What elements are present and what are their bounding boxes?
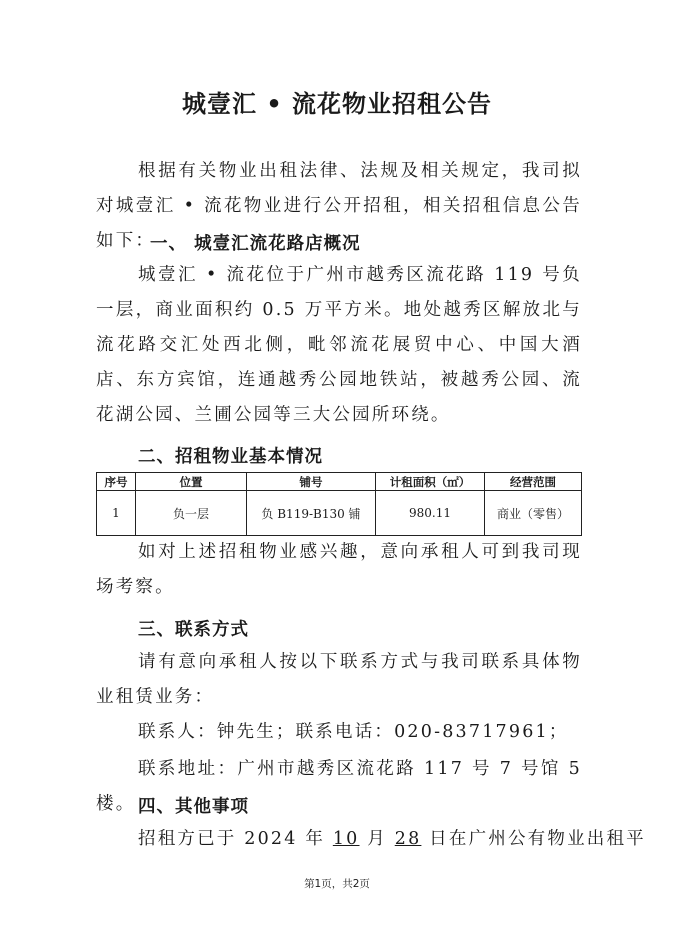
col-header-business-scope: 经营范围 [485,473,582,491]
section4-text-mid: 月 [359,829,395,849]
section4-body [96,822,646,857]
cell-business-scope: 商业（零售） [485,491,582,536]
section3-heading: 三、联系方式 [138,620,249,640]
contact-line: 联系人：钟先生；联系电话：020-83717961； [138,722,569,742]
cell-shop-number: 负 B119-B130 铺 [247,491,376,536]
address-line: 联系地址：广州市越秀区流花路 117 号 7 号馆 5 楼。 [96,759,582,814]
cell-area: 980.11 [376,491,485,536]
section3-body: 请有意向承租人按以下联系方式与我司联系具体物业租赁业务： [96,652,582,707]
page-title: 城壹汇 • 流花物业招租公告 [181,90,493,118]
section2-after-paragraph: 如对上述招租物业感兴趣，意向承租人可到我司现场考察。 [96,542,582,597]
section2-heading: 二、招租物业基本情况 [138,447,323,467]
page-footer: 第1页，共2页 [304,878,370,890]
property-table [96,472,582,536]
table-header-row [97,473,582,491]
cell-location: 负一层 [136,491,247,536]
col-header-shop-number: 铺号 [247,473,376,491]
intro-paragraph: 根据有关物业出租法律、法规及相关规定，我司拟对城壹汇 • 流花物业进行公开招租，相关招租信息公告如下： [96,161,582,251]
cell-index: 1 [97,491,136,536]
col-header-location: 位置 [136,473,247,491]
month-value: 10 [332,829,360,849]
section4-text-pre: 招租方已于 2024 年 [138,829,333,849]
table-row [97,491,582,536]
day-value: 28 [394,829,422,849]
section4-text-post: 日在广州公有物业出租平 [421,829,646,849]
col-header-area: 计租面积（㎡） [376,473,485,491]
section1-body: 城壹汇 • 流花位于广州市越秀区流花路 119 号负一层，商业面积约 0.5 万平方米。地处越秀区解放北与流花路交汇处西北侧，毗邻流花展贸中心、中国大酒店、东方宾馆，连通越秀公园地铁站，被越秀公园、流花湖公园、兰圃公园等三大公园所环绕。 [96,265,582,425]
section1-heading: 一、 城壹汇流花路店概况 [150,234,361,254]
col-header-index: 序号 [97,473,136,491]
section4-heading: 四、其他事项 [138,797,249,817]
